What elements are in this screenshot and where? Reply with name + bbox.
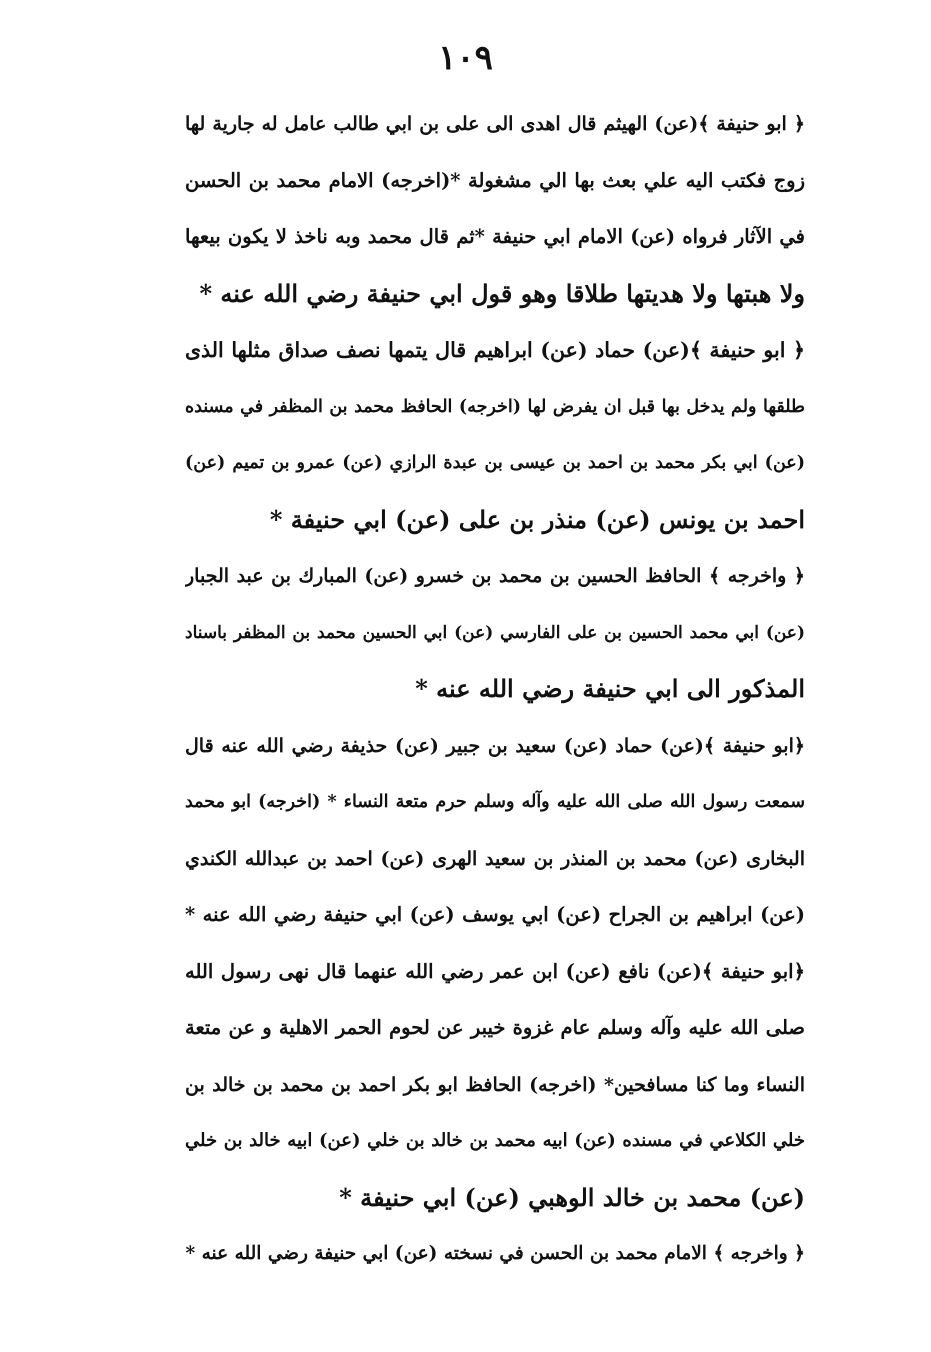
text-line: النساء وما كنا مسافحين* (اخرجه) الحافظ ابو بكر احمد بن محمد بن خالد بن [185, 1073, 805, 1096]
text-line: سمعت رسول الله صلى الله عليه وآله وسلم حرم متعة النساء * (اخرجه) ابو محمد [185, 792, 805, 812]
text-line: البخارى (عن) محمد بن المنذر بن سعيد الهرى (عن) احمد بن عبدالله الكندي [185, 847, 805, 870]
text-line: (عن) ابي محمد الحسين بن على الفارسي (عن) ابي الحسين محمد بن المظفر باسناد [185, 622, 805, 643]
arabic-text-body [185, 96, 805, 1283]
text-line: زوج فكتب اليه علي بعث بها الي مشغولة *(اخرجه) الامام محمد بن الحسن [185, 168, 805, 192]
page-number: ١٠٩ [438, 38, 493, 78]
text-line: ﴿ ابو حنيفة ﴾(عن) الهيثم قال اهدى الى على بن ابي طالب عامل له جارية لها [185, 113, 805, 135]
text-line: ﴿ واخرجه ﴾ الحافظ الحسين بن محمد بن خسرو (عن) المبارك بن عبد الجبار [185, 565, 805, 587]
text-line: في الآثار فرواه (عن) الامام ابي حنيفة *ثم قال محمد وبه ناخذ لا يكون بيعها [185, 225, 805, 248]
text-line: طلقها ولم يدخل بها قبل ان يفرض لها (اخرجه) الحافظ محمد بن المظفر في مسنده [185, 396, 805, 417]
text-line: ﴿ابو حنيفة ﴾(عن) حماد (عن) سعيد بن جبير (عن) حذيفة رضي الله عنه قال [185, 734, 805, 757]
text-line: المذكور الى ابي حنيفة رضي الله عنه * [415, 674, 805, 703]
text-line: خلي الكلاعي في مسنده (عن) ابيه محمد بن خالد بن خلي (عن) ابيه خالد بن خلي [185, 1130, 805, 1151]
text-line: صلى الله عليه وآله وسلم عام غزوة خيبر عن لحوم الحمر الاهلية و عن متعة [185, 1016, 805, 1039]
text-line: ولا هبتها ولا هديتها طلاقا وهو قول ابي حنيفة رضي الله عنه * [199, 278, 805, 308]
text-line: ﴿ واخرجه ﴾ الامام محمد بن الحسن في نسخته (عن) ابي حنيفة رضي الله عنه * [185, 1243, 805, 1264]
text-line: احمد بن يونس (عن) منذر بن على (عن) ابي حنيفة * [269, 504, 805, 534]
text-line: (عن) ابي بكر محمد بن احمد بن عيسى بن عبدة الرازي (عن) عمرو بن تميم (عن) [185, 453, 805, 473]
text-line: (عن) ابراهيم بن الجراح (عن) ابي يوسف (عن) ابي حنيفة رضي الله عنه * [185, 903, 805, 926]
text-line: ﴿ابو حنيفة ﴾(عن) نافع (عن) ابن عمر رضي الله عنهما قال نهى رسول الله [185, 959, 805, 983]
text-line: (عن) محمد بن خالد الوهبي (عن) ابي حنيفة * [339, 1182, 805, 1212]
text-line: ﴿ ابو حنيفة ﴾(عن) حماد (عن) ابراهيم قال يتمها نصف صداق مثلها الذى [185, 338, 805, 362]
